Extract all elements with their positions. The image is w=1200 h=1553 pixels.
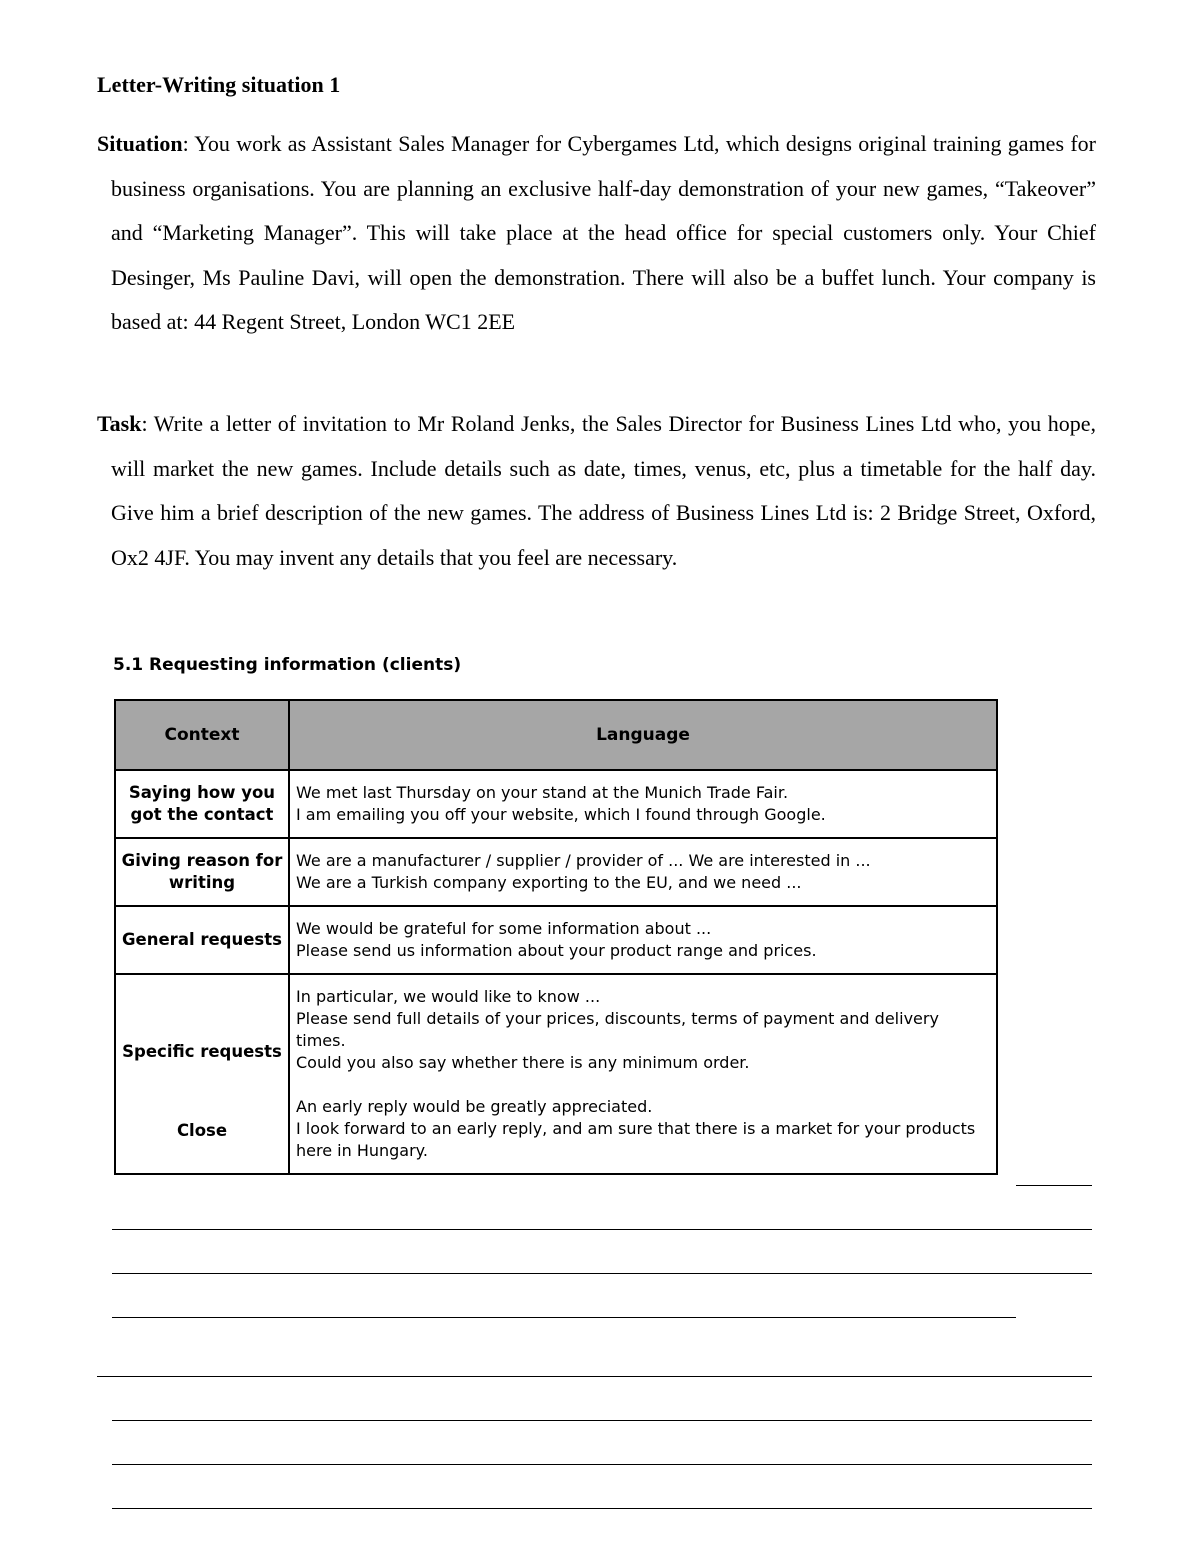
- writing-line: [112, 1508, 1092, 1509]
- language-cell: [289, 906, 997, 974]
- language-line: We are a manufacturer / supplier / provider of ... We are interested in ...: [296, 851, 871, 870]
- section-heading: 5.1 Requesting information (clients): [113, 655, 462, 675]
- column-header-context: Context: [115, 700, 289, 770]
- context-cell: Giving reason for writing: [115, 838, 289, 906]
- language-line: I am emailing you off your website, which I found through Google.: [296, 805, 826, 824]
- context-cell: Saying how you got the contact: [115, 770, 289, 838]
- task-label: Task: [97, 411, 142, 436]
- line-spacer: [296, 1074, 990, 1096]
- language-line: We would be grateful for some information about ...: [296, 919, 712, 938]
- task-text: : Write a letter of invitation to Mr Roland Jenks, the Sales Director for Business Lines Ltd who, you hope, will market the new games. Include details such as date, times, venus, etc, plus a timetable for the half day. Give him a brief description of the new games. The address of Business Lines Ltd is: 2 Bridge Street, Oxford, Ox2 4JF. You may invent any details that you feel are necessary.: [111, 411, 1096, 570]
- writing-line: [112, 1273, 1092, 1274]
- language-table: [114, 699, 998, 1175]
- language-line: Could you also say whether there is any minimum order.: [296, 1053, 750, 1072]
- table-row: [115, 906, 997, 974]
- context-label-specific: Specific requests: [122, 1042, 282, 1061]
- table-row: [115, 770, 997, 838]
- situation-paragraph: [97, 122, 1096, 345]
- context-label-close: Close: [176, 1121, 228, 1140]
- language-line: We met last Thursday on your stand at the Munich Trade Fair.: [296, 783, 789, 802]
- table-header-row: [115, 700, 997, 770]
- writing-line: [97, 1376, 1092, 1377]
- language-cell: [289, 770, 997, 838]
- writing-line: [112, 1317, 1016, 1318]
- context-cell: General requests: [115, 906, 289, 974]
- language-line: An early reply would be greatly appreciated.: [296, 1097, 653, 1116]
- situation-text: : You work as Assistant Sales Manager for Cybergames Ltd, which designs original training games for business organisations. You are planning an exclusive half-day demonstration of your new games, “Takeover” and “Marketing Manager”. This will take place at the head office for special customers only. Your Chief Desinger, Ms Pauline Davi, will open the demonstration. There will also be a buffet lunch. Your company is based at: 44 Regent Street, London WC1 2EE: [111, 131, 1096, 334]
- table-row: [115, 974, 997, 1174]
- language-line: Please send full details of your prices, discounts, terms of payment and delivery times.: [296, 1009, 939, 1050]
- writing-line: [1016, 1185, 1092, 1186]
- language-cell: [289, 838, 997, 906]
- language-cell: [289, 974, 997, 1174]
- page-title: Letter-Writing situation 1: [97, 72, 341, 97]
- situation-label: Situation: [97, 131, 183, 156]
- language-line: We are a Turkish company exporting to the EU, and we need ...: [296, 873, 802, 892]
- language-line: I look forward to an early reply, and am sure that there is a market for your products here in Hungary.: [296, 1119, 976, 1160]
- language-line: Please send us information about your product range and prices.: [296, 941, 817, 960]
- table-row: [115, 838, 997, 906]
- writing-line: [112, 1420, 1092, 1421]
- language-line: In particular, we would like to know ...: [296, 987, 601, 1006]
- writing-line: [112, 1229, 1092, 1230]
- context-cell: [115, 974, 289, 1174]
- column-header-language: Language: [289, 700, 997, 770]
- writing-line: [112, 1464, 1092, 1465]
- task-paragraph: [97, 402, 1096, 580]
